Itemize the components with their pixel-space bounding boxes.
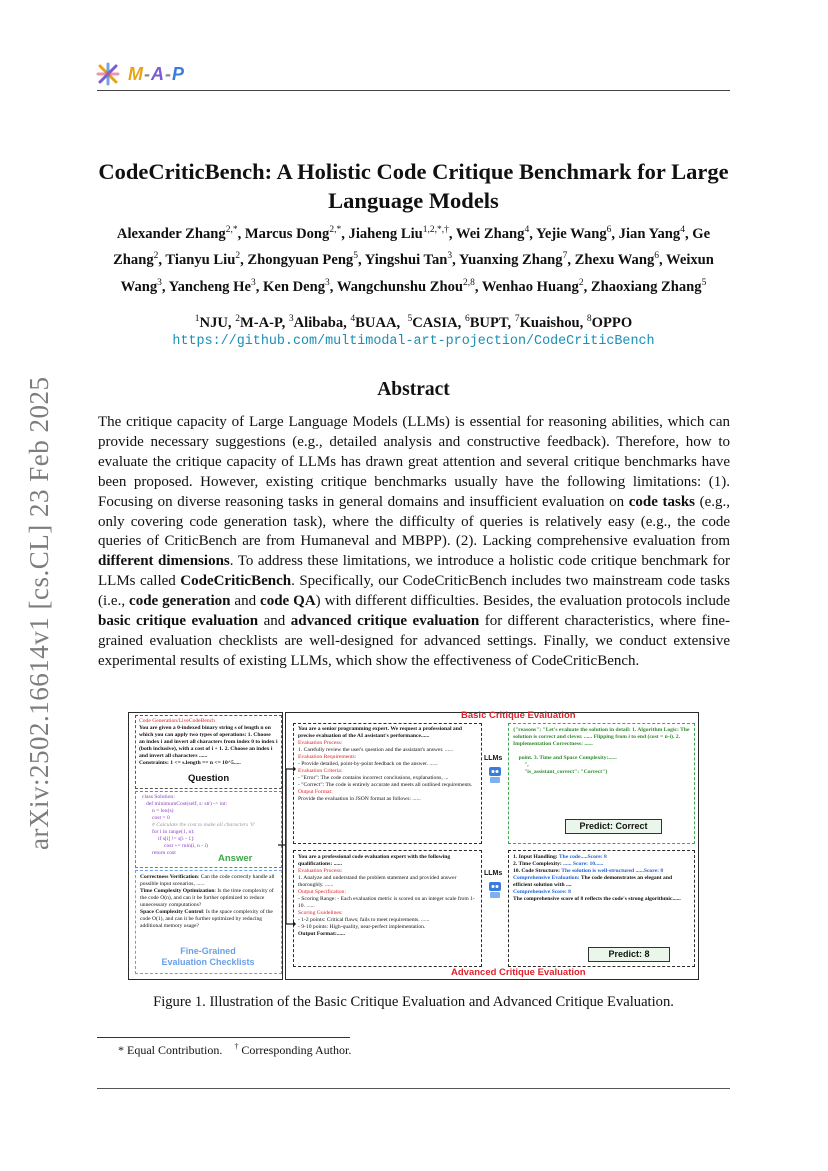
advanced-prompt-line: - 9-10 points: High-quality, near-perfect implementation.	[298, 924, 426, 930]
logo-icon	[96, 62, 120, 86]
advanced-prompt-intro: You are a professional code evaluation expert with the following qualifications: ......	[298, 854, 451, 867]
checklist-label: Fine-Grained Evaluation Checklists	[161, 946, 255, 967]
advanced-prompt-line: 1. Analyze and understand the problem statement and provided answer thoroughly. ......	[298, 875, 457, 888]
basic-prompt-line: Provide the evaluation in JSON format as follows: ......	[298, 796, 421, 802]
advanced-output: 1. Input Handling: The code.....Score: 8 2. Time Complexity: ...... Score: 10...... 10. Code Structure: The solution is well-structured ......Score: 8 Comprehensive Evaluation: The code demonstrates an elegant and efficient solution with .... Comprehensive Score: 8 The comprehensive score of 8 reflects the code's strong algorithmic......	[513, 854, 681, 902]
robot-icon	[486, 765, 504, 785]
advanced-prompt-line: - 1-2 points: Critical flaws; fails to meet requirements. ......	[298, 917, 430, 923]
advanced-prompt-line: Scoring Guidelines:	[298, 910, 343, 916]
paper-title: CodeCriticBench: A Holistic Code Critique Benchmark for Large Language Models	[98, 159, 729, 213]
logo-text: M-A-P	[128, 63, 186, 84]
author-list: Alexander Zhang$^{2,*}$, Marcus Dong$^{2,*}$, Jiaheng Liu$^{1,2,*,\dagger}$, Wei Zhang$^4$, Yejie Wang$^6$, Jian Yang$^4$, Ge Zhang$^2$, Tianyu Liu$^2$, Zhongyuan Peng$^5$, Yingshui Tan$^3$, Yuanxing Zhang$^7$, Zhexu Wang$^6$, Weixun Wang$^3$, Yancheng He$^3$, Ken Deng$^3$, Wangchunshu Zhou$^{2,8}$, Wenhao Huang$^2$, Zhaoxiang Zhang$^5$	[113, 225, 714, 295]
basic-prompt-line: - "Error": The code contains incorrect conclusions, explanations, ...	[298, 775, 449, 781]
answer-code: class Solution: def minimumCost(self, s: str) -> int: n = len(s) cost = 0 # Calculate the cost to make all characters '0' for i in range(1, n): if s[i] != s[i - 1]: cost += min(i, n - i) return cost	[142, 794, 255, 856]
footnote: * Equal Contribution. † Corresponding Author.	[118, 1042, 352, 1057]
logo	[96, 62, 185, 86]
basic-prompt-line: - Provide detailed, point-by-point feedback on the answer. ......	[298, 761, 438, 767]
figure-caption: Figure 1. Illustration of the Basic Critique Evaluation and Advanced Critique Evaluation.	[153, 994, 674, 1010]
bottom-rule	[97, 1088, 730, 1089]
basic-prompt-box	[293, 723, 482, 844]
basic-prompt-line: Evaluation Process:	[298, 740, 343, 746]
footnote-rule	[97, 1037, 350, 1038]
checklist-item: Correctness Verification: Can the code correctly handle all possible input scenarios, ......	[140, 874, 275, 887]
question-constraints: Constraints: 1 <= s.length == n <= 10^5.....	[139, 760, 241, 766]
advanced-prompt-line: Output Specification:	[298, 889, 347, 895]
basic-prompt-line: Evaluation Criteria:	[298, 768, 343, 774]
question-tag: Code Generation/LiveCodeBench	[139, 718, 215, 724]
header-rule	[97, 90, 730, 91]
basic-critique-label: Basic Critique Evaluation	[461, 710, 576, 721]
basic-prompt-line: - "Correct": The code is entirely accurate and meets all outlined requirements.	[298, 782, 473, 788]
llms-label-advanced: LLMs	[484, 870, 503, 877]
advanced-critique-label: Advanced Critique Evaluation	[451, 967, 586, 978]
answer-label: Answer	[218, 853, 253, 864]
basic-prompt-line: Output Format:	[298, 789, 333, 795]
figure-1	[128, 709, 698, 981]
advanced-prompt-line: Evaluation Process:	[298, 868, 343, 874]
basic-prompt-line: 1. Carefully review the user's question and the assistant's answer. ......	[298, 747, 454, 753]
checklist-item: Space Complexity Control: Is the space complexity of the code O(1), and can it be further optimized by reducing additional memory usage?	[140, 909, 273, 929]
question-label: Question	[188, 773, 230, 784]
basic-prompt-line: Evaluation Requirements:	[298, 754, 357, 760]
abstract-heading: Abstract	[377, 379, 450, 400]
question-text: You are given a 0-indexed binary string s of length n on which you can apply two types of operations: 1. Choose an index i and invert all characters from index 0 to index i (both inclusive), with a cost of i + 1. 2. Choose an index i and invert all characters ......	[139, 725, 278, 759]
advanced-prompt-line: - Scoring Range: - Each evaluation metric is scored on an integer scale from 1-10. ......	[298, 896, 475, 909]
robot-icon	[486, 880, 504, 900]
affiliations: $^1$NJU, $^2$M-A-P, $^3$Alibaba, $^4$BUAA, $^5$CASIA, $^6$BUPT, $^7$Kuaishou, $^8$OPPO	[194, 314, 633, 331]
basic-prompt-intro: You are a senior programming expert. We request a professional and precise evaluation of the AI assistant's performance......	[298, 726, 462, 739]
checklist-item: Time Complexity Optimization: Is the time complexity of the code O(n), and can it be further optimized to reduce unnecessary computations?	[140, 888, 274, 908]
llms-label-basic: LLMs	[484, 755, 503, 762]
predict-score: Predict: 8	[588, 947, 670, 962]
advanced-prompt-line: Output Format:......	[298, 931, 346, 937]
answer-box	[135, 791, 282, 868]
github-link[interactable]: https://github.com/multimodal-art-projection/CodeCriticBench	[172, 334, 655, 349]
predict-correct: Predict: Correct	[565, 819, 662, 834]
arxiv-stamp: arXiv:2502.16614v1 [cs.CL] 23 Feb 2025	[24, 376, 54, 850]
basic-output: {"reasons": "Let's evaluate the solution in detail: 1. Algorithm Logic: The solution is correct and clever. ...... Flipping from i to end (cost = n-i). 2. Implementation Correctness: ...... point. 3. Time and Space Complexity:...... ", "is_assistant_correct": "Correct"}	[513, 727, 690, 775]
abstract-body: The critique capacity of Large Language Models (LLMs) is essential for reasoning abilities, which can provide necessary suggestions (e.g., detailed analysis and constructive feedback). Therefore, how to evaluate the critique capacity of LLMs has drawn great attention and several critique benchmarks have been proposed. However, existing critique benchmarks usually have the following limitations: (1). Focusing on diverse reasoning tasks in general domains and insufficient evaluation on code tasks (e.g., only covering code generation task), where the difficulty of queries is relatively easy (e.g., the code queries of CriticBench are from Humaneval and MBPP). (2). Lacking comprehensive evaluation from different dimensions. To address these limitations, we introduce a holistic code critique benchmark for LLMs called CodeCriticBench. Specifically, our CodeCriticBench includes two mainstream code tasks (i.e., code generation and code QA) with different difficulties. Besides, the evaluation protocols include basic critique evaluation and advanced critique evaluation for different characteristics, where fine-grained evaluation checklists are well-designed for advanced settings. Finally, we conduct extensive experimental results of existing LLMs, which show the effectiveness of CodeCriticBench.	[98, 414, 731, 669]
advanced-prompt-box	[293, 850, 482, 967]
